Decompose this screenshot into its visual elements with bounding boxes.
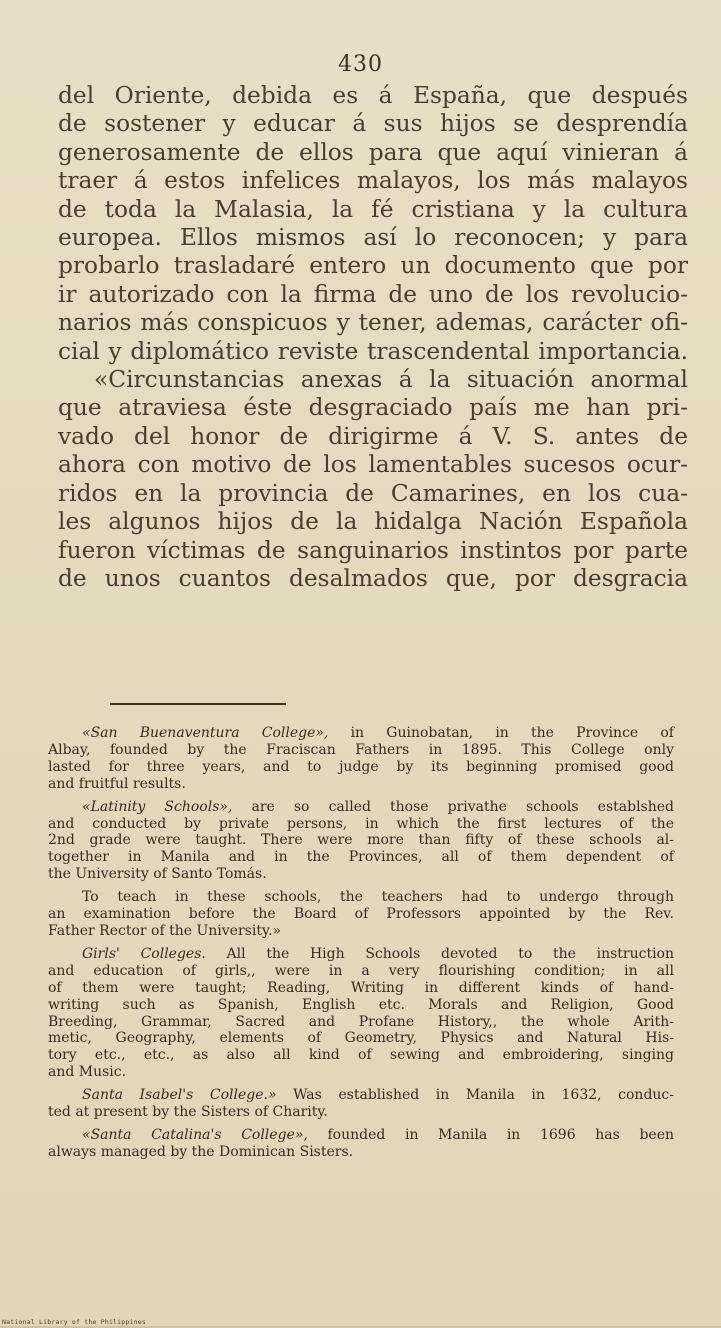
footnote-line: tory etc., etc., as also all kind of sewing and embroidering, singing: [48, 1047, 674, 1064]
text-line: narios más conspicuos y tener, ademas, carácter ofi-: [58, 309, 688, 337]
text-line: europea. Ellos mismos así lo reconocen; y para: [58, 224, 688, 252]
footnote-divider: [110, 703, 286, 705]
footnote-line: and fruitful results.: [48, 775, 186, 792]
footnote-line: ted at present by the Sisters of Charity.: [48, 1104, 328, 1121]
footnote-line: writing such as Spanish, English etc. Morals and Religion, Good: [48, 996, 674, 1013]
text-line: les algunos hijos de la hidalga Nación Española: [58, 508, 688, 536]
page-number: 430: [338, 52, 383, 77]
footnote-line: [48, 946, 674, 963]
footnote-text: All the High Schools devoted to the instruction: [205, 945, 674, 962]
footnotes: [48, 725, 674, 1167]
footnote: [48, 1127, 674, 1161]
footnote: [48, 889, 674, 940]
footnote-line: metic, Geography, elements of Geometry, Physics and Natural His-: [48, 1030, 674, 1047]
text-line: traer á estos infelices malayos, los más malayos: [58, 167, 688, 195]
footnote-line: an examination before the Board of Professors appointed by the Rev.: [48, 906, 674, 923]
text-line: de unos cuantos desalmados que, por desgracia: [58, 564, 688, 592]
footnote-line: [48, 1087, 674, 1104]
text-line: ridos en la provincia de Camarines, en los cua-: [58, 479, 688, 507]
footnote-text: are so called those privathe schools establshed: [232, 798, 674, 815]
text-line: que atraviesa éste desgraciado país me han pri-: [58, 394, 688, 422]
footnote-title: Santa Isabel's College.»: [82, 1087, 277, 1104]
footnote-line: together in Manila and in the Provinces, all of them dependent of: [48, 849, 674, 866]
footnote-line: of them were taught; Reading, Writing in different kinds of hand-: [48, 979, 674, 996]
text-line: «Circunstancias anexas á la situación anormal: [94, 366, 688, 394]
footnote: [48, 1087, 674, 1121]
text-line: ahora con motivo de los lamentables sucesos ocur-: [58, 451, 688, 479]
footnote-text: Was established in Manila in 1632, conduc-: [276, 1087, 674, 1104]
footnote-line: Father Rector of the University.»: [48, 922, 282, 939]
footnote-line: and conducted by private persons, in which the first lectures of the: [48, 815, 674, 832]
footnote: [48, 799, 674, 884]
footnote-title: «San Buenaventura College»,: [82, 725, 329, 741]
footnote-line: [48, 889, 674, 906]
text-line: del Oriente, debida es á España, que después: [58, 82, 688, 109]
text-line: probarlo trasladaré entero un documento que por: [58, 252, 688, 280]
footnote-line: the University of Santo Tomás.: [48, 866, 267, 883]
footnote-line: [48, 799, 674, 816]
footnote-title: Girls' Colleges.: [82, 945, 206, 962]
text-line: vado del honor de dirigirme á V. S. antes de: [58, 422, 688, 450]
footnote-line: [48, 1127, 674, 1144]
footnote-line: lasted for three years, and to judge by its beginning promised good: [48, 758, 674, 775]
footnote-line: [48, 725, 674, 742]
text-line: de sostener y educar á sus hijos se desprendía: [58, 110, 688, 138]
main-text: [58, 82, 688, 593]
footnote-title: «Santa Catalina's College»,: [82, 1126, 308, 1143]
footnote-text: founded in Manila in 1696 has been: [307, 1126, 675, 1143]
footnote: [48, 725, 674, 793]
footnote-line: Albay, founded by the Fraciscan Fathers in 1895. This College only: [48, 741, 674, 758]
footnote-text: in Guinobatan, in the Province of: [328, 725, 674, 741]
footnote-text: To teach in these schools, the teachers had to undergo through: [82, 889, 674, 906]
text-line: fueron víctimas de sanguinarios instintos por parte: [58, 536, 688, 564]
footnote-line: and Music.: [48, 1064, 127, 1081]
library-credit: National Library of the Philippines: [2, 1318, 146, 1326]
footnote-line: 2nd grade were taught. There were more than fifty of these schools al-: [48, 832, 674, 849]
text-line: de toda la Malasia, la fé cristiana y la cultura: [58, 195, 688, 223]
text-line: cial y diplomático reviste trascendental importancia.: [58, 337, 688, 365]
text-line: generosamente de ellos para que aquí vinieran á: [58, 138, 688, 166]
footnote: [48, 946, 674, 1081]
footnote-title: «Latinity Schools»,: [82, 798, 233, 815]
text-line: ir autorizado con la firma de uno de los revolucio-: [58, 280, 688, 308]
footnote-line: always managed by the Dominican Sisters.: [48, 1143, 354, 1160]
footnote-line: and education of girls,, were in a very flourishing condition; in all: [48, 962, 674, 979]
footnote-line: Breeding, Grammar, Sacred and Profane History,, the whole Arith-: [48, 1013, 674, 1030]
